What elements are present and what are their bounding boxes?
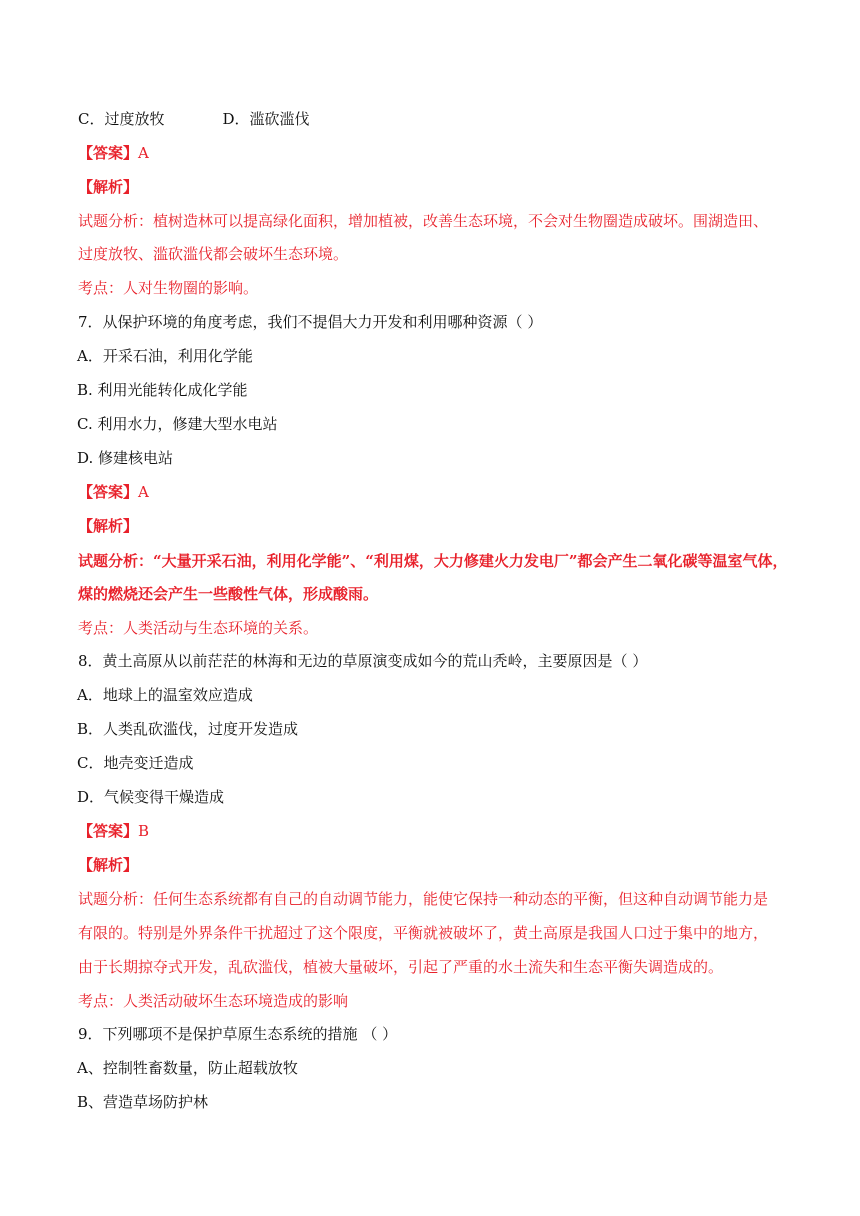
q9-option-a: A、控制牲畜数量，防止超载放牧 <box>77 1059 298 1077</box>
answer-value: B <box>138 822 150 840</box>
answer-label: 【答案】 <box>78 144 139 162</box>
q9-option-b: B、营造草场防护林 <box>77 1093 209 1111</box>
q7-analysis-label: 【解析】 <box>78 517 139 535</box>
q8-analysis-line: 由于长期掠夺式开发，乱砍滥伐，植被大量破坏，引起了严重的水土流失和生态平衡失调造成的。 <box>78 958 724 976</box>
answer-label: 【答案】 <box>78 483 139 501</box>
answer-label: 【答案】 <box>78 822 139 840</box>
q7-option-b: B. 利用光能转化成化学能 <box>77 381 248 399</box>
q6-kaodian: 考点：人对生物圈的影响。 <box>78 279 259 297</box>
q9-stem: 9．下列哪项不是保护草原生态系统的措施 （ ） <box>78 1025 398 1043</box>
q6-analysis-line: 试题分析：植树造林可以提高绿化面积，增加植被，改善生态环境，不会对生物圈造成破坏。围湖造田、 <box>78 212 769 230</box>
q8-analysis-label: 【解析】 <box>78 856 139 874</box>
answer-value: A <box>138 483 149 501</box>
q7-option-d: D. 修建核电站 <box>77 449 174 467</box>
q8-option-b: B．人类乱砍滥伐，过度开发造成 <box>77 720 299 738</box>
q8-answer <box>78 821 149 841</box>
q7-stem: 7．从保护环境的角度考虑，我们不提倡大力开发和利用哪种资源（ ） <box>78 313 543 331</box>
q7-option-c: C. 利用水力，修建大型水电站 <box>77 415 278 433</box>
q6-option-c: C．过度放牧 <box>78 110 165 128</box>
q8-option-d: D．气候变得干燥造成 <box>77 788 225 806</box>
q7-analysis-line: 煤的燃烧还会产生一些酸性气体，形成酸雨。 <box>78 585 379 603</box>
q7-option-a: A．开采石油，利用化学能 <box>77 347 253 365</box>
q6-option-d: D．滥砍滥伐 <box>222 110 310 128</box>
q7-analysis-line: 试题分析：“大量开采石油，利用化学能”、“利用煤，大力修建火力发电厂”都会产生二氧化碳等温室气体， <box>78 552 788 570</box>
q8-option-c: C．地壳变迁造成 <box>77 754 194 772</box>
q8-analysis-line: 试题分析：任何生态系统都有自己的自动调节能力，能使它保持一种动态的平衡，但这种自动调节能力是 <box>78 890 769 908</box>
q7-kaodian: 考点：人类活动与生态环境的关系。 <box>78 619 319 637</box>
q6-analysis-line: 过度放牧、滥砍滥伐都会破坏生态环境。 <box>78 245 349 263</box>
q8-analysis-line: 有限的。特别是外界条件干扰超过了这个限度，平衡就被破坏了，黄土高原是我国人口过于集中的地方， <box>78 924 769 942</box>
q8-option-a: A．地球上的温室效应造成 <box>77 686 253 704</box>
q6-analysis-label: 【解析】 <box>78 178 139 196</box>
q6-options-cd <box>78 109 310 129</box>
q6-answer <box>78 143 149 163</box>
answer-value: A <box>138 144 149 162</box>
q8-stem: 8．黄土高原从以前茫茫的林海和无边的草原演变成如今的荒山秃岭，主要原因是（ ） <box>78 652 648 670</box>
q8-kaodian: 考点：人类活动破坏生态环境造成的影响 <box>78 992 349 1010</box>
q7-answer <box>78 482 149 502</box>
